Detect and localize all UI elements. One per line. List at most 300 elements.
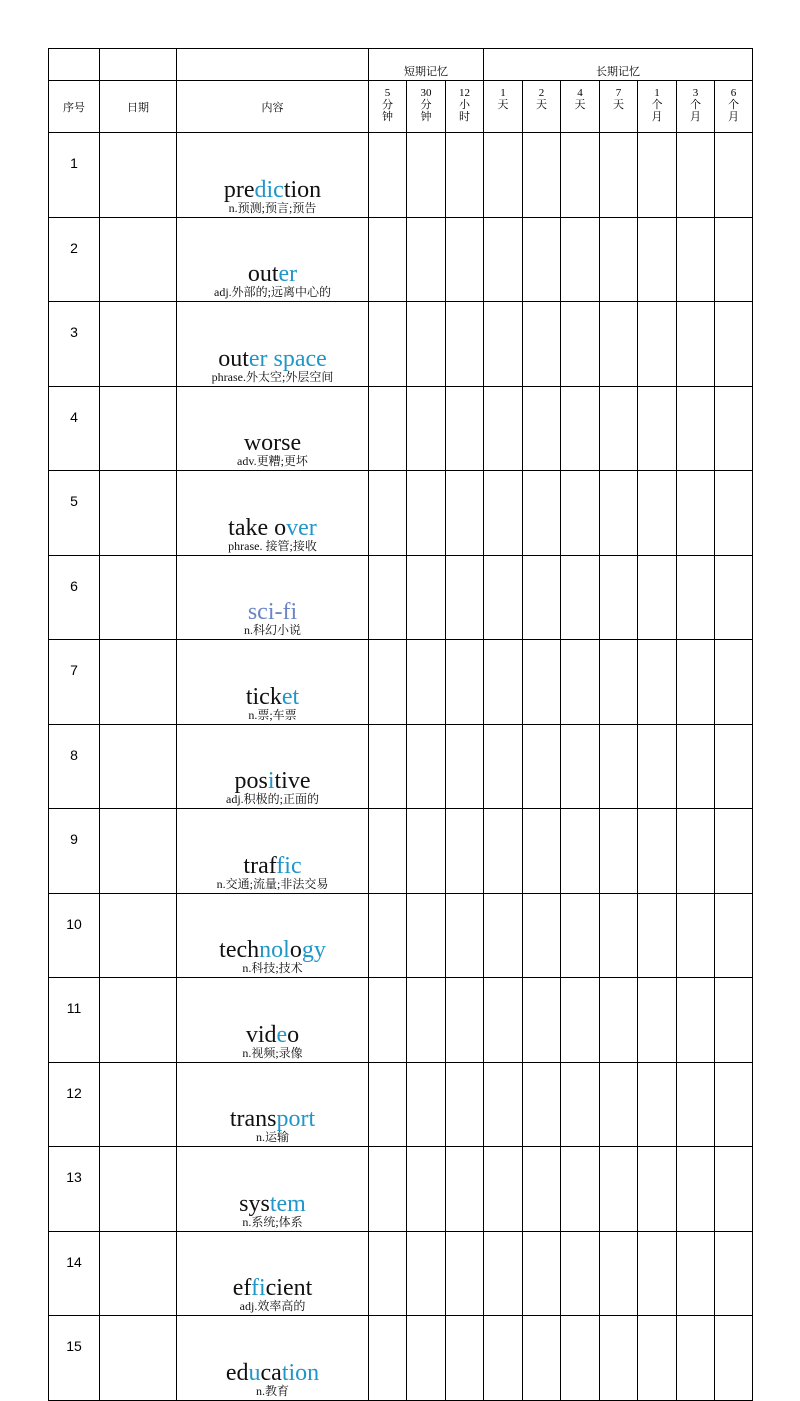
word-meaning: adj.外部的;远离中心的 [214, 285, 331, 299]
review-check-cell[interactable] [600, 386, 638, 471]
word-highlight-segment: nol [259, 937, 290, 963]
word-segment: tive [274, 768, 311, 794]
interval-header-line: 钟 [420, 111, 432, 123]
date-cell[interactable] [100, 893, 177, 978]
review-check-cell[interactable] [446, 978, 484, 1063]
row-number: 3 [49, 302, 100, 387]
vocab-word [177, 1361, 368, 1385]
row-number: 5 [49, 471, 100, 556]
review-check-cell[interactable] [523, 217, 561, 302]
review-check-cell[interactable] [677, 471, 715, 556]
word-segment: tion [283, 176, 322, 203]
review-check-cell[interactable] [561, 1062, 600, 1147]
table-row [49, 640, 753, 725]
review-check-cell[interactable] [600, 640, 638, 725]
content-cell [177, 978, 369, 1063]
vocab-word [177, 347, 368, 371]
word-meaning: n.系统;体系 [242, 1214, 303, 1229]
review-check-cell[interactable] [561, 1316, 600, 1401]
review-check-cell[interactable] [561, 1147, 600, 1232]
review-check-cell[interactable] [600, 471, 638, 556]
header-row-columns [49, 81, 753, 133]
word-segment: pre [223, 176, 255, 203]
interval-header-line: 7 [615, 87, 622, 99]
table-body [49, 49, 753, 1401]
review-check-cell[interactable] [600, 1147, 638, 1232]
review-check-cell[interactable] [369, 1147, 407, 1232]
review-check-cell[interactable] [715, 893, 753, 978]
review-check-cell[interactable] [638, 302, 677, 387]
word-highlight-segment: et [281, 683, 300, 710]
review-check-cell[interactable] [446, 555, 484, 640]
date-cell[interactable] [100, 978, 177, 1063]
interval-header-line: 12 [459, 87, 470, 99]
word-highlight-segment: e [276, 1021, 288, 1048]
interval-header-line: 1 [500, 87, 506, 99]
review-check-cell[interactable] [523, 1231, 561, 1316]
row-number: 1 [49, 133, 100, 218]
review-check-cell[interactable] [523, 640, 561, 725]
review-check-cell[interactable] [446, 893, 484, 978]
row-number: 14 [49, 1231, 100, 1316]
review-check-cell[interactable] [407, 1147, 446, 1232]
review-check-cell[interactable] [369, 893, 407, 978]
review-check-cell[interactable] [638, 978, 677, 1063]
word-segment: o [289, 937, 302, 963]
review-check-cell[interactable] [561, 978, 600, 1063]
review-check-cell[interactable] [407, 386, 446, 471]
review-check-cell[interactable] [715, 1231, 753, 1316]
review-check-cell[interactable] [369, 302, 407, 387]
row-number: 6 [49, 555, 100, 640]
short-term-memory-header: 短期记忆 [369, 49, 484, 81]
review-check-cell[interactable] [600, 1062, 638, 1147]
review-check-cell[interactable] [715, 386, 753, 471]
review-check-cell[interactable] [407, 133, 446, 218]
review-check-cell[interactable] [677, 217, 715, 302]
review-check-cell[interactable] [446, 471, 484, 556]
content-cell [177, 893, 369, 978]
interval-header-line: 分 [420, 99, 432, 111]
date-cell[interactable] [100, 1147, 177, 1232]
date-cell[interactable] [100, 640, 177, 725]
table-row [49, 555, 753, 640]
date-column-header: 日期 [100, 81, 177, 133]
review-check-cell[interactable] [715, 1316, 753, 1401]
word-segment: ca [260, 1359, 282, 1386]
review-check-cell[interactable] [407, 302, 446, 387]
review-check-cell[interactable] [407, 1231, 446, 1316]
review-check-cell[interactable] [677, 1231, 715, 1316]
review-check-cell[interactable] [369, 1316, 407, 1401]
word-segment: take o [228, 514, 287, 541]
word-highlight-segment: er [278, 261, 298, 287]
review-check-cell[interactable] [446, 302, 484, 387]
review-check-cell[interactable] [484, 809, 523, 894]
review-check-cell[interactable] [677, 640, 715, 725]
review-check-cell[interactable] [446, 640, 484, 725]
interval-header-line: 2 [538, 87, 545, 99]
interval-header-line: 天 [613, 99, 624, 111]
review-check-cell[interactable] [484, 217, 523, 302]
review-check-cell[interactable] [677, 302, 715, 387]
review-check-cell[interactable] [715, 724, 753, 809]
table-row [49, 471, 753, 556]
word-segment: o [287, 1021, 300, 1048]
interval-header-line: 30 [420, 87, 432, 99]
review-check-cell[interactable] [446, 724, 484, 809]
word-highlight-segment: dic [254, 176, 284, 203]
date-cell[interactable] [100, 724, 177, 809]
interval-header-line: 钟 [382, 111, 393, 123]
content-cell [177, 302, 369, 387]
word-highlight-segment: port [276, 1106, 316, 1132]
interval-header-9 [677, 81, 715, 133]
content-cell [177, 640, 369, 725]
word-segment: cient [265, 1275, 313, 1301]
review-check-cell[interactable] [638, 133, 677, 218]
review-check-cell[interactable] [638, 1231, 677, 1316]
vocab-word [177, 600, 368, 624]
date-cell[interactable] [100, 133, 177, 218]
row-number: 15 [49, 1316, 100, 1401]
word-segment: vid [245, 1021, 277, 1048]
review-check-cell[interactable] [369, 978, 407, 1063]
review-check-cell[interactable] [600, 555, 638, 640]
review-check-cell[interactable] [561, 471, 600, 556]
review-check-cell[interactable] [677, 1062, 715, 1147]
review-check-cell[interactable] [484, 386, 523, 471]
review-check-cell[interactable] [715, 133, 753, 218]
review-check-cell[interactable] [561, 133, 600, 218]
content-cell [177, 217, 369, 302]
review-check-cell[interactable] [600, 724, 638, 809]
review-check-cell[interactable] [638, 1062, 677, 1147]
review-check-cell[interactable] [446, 1147, 484, 1232]
review-check-cell[interactable] [523, 724, 561, 809]
review-check-cell[interactable] [677, 893, 715, 978]
word-segment: sys [239, 1190, 270, 1217]
review-check-cell[interactable] [600, 893, 638, 978]
review-check-cell[interactable] [638, 809, 677, 894]
review-check-cell[interactable] [523, 471, 561, 556]
review-check-cell[interactable] [484, 133, 523, 218]
review-check-cell[interactable] [600, 1316, 638, 1401]
review-check-cell[interactable] [369, 471, 407, 556]
review-check-cell[interactable] [561, 893, 600, 978]
review-check-cell[interactable] [484, 640, 523, 725]
word-segment: traf [243, 852, 277, 879]
review-check-cell[interactable] [523, 133, 561, 218]
row-number: 13 [49, 1147, 100, 1232]
vocab-word [177, 178, 368, 202]
date-cell[interactable] [100, 217, 177, 302]
review-check-cell[interactable] [638, 724, 677, 809]
review-check-cell[interactable] [484, 1062, 523, 1147]
review-check-cell[interactable] [369, 386, 407, 471]
review-check-cell[interactable] [677, 555, 715, 640]
word-meaning: n.视频;录像 [242, 1045, 303, 1060]
review-check-cell[interactable] [407, 471, 446, 556]
review-check-cell[interactable] [523, 555, 561, 640]
table-row [49, 302, 753, 387]
review-check-cell[interactable] [369, 555, 407, 640]
review-check-cell[interactable] [369, 1231, 407, 1316]
review-check-cell[interactable] [369, 133, 407, 218]
review-check-cell[interactable] [523, 809, 561, 894]
review-check-cell[interactable] [561, 640, 600, 725]
review-check-cell[interactable] [638, 471, 677, 556]
review-check-cell[interactable] [523, 302, 561, 387]
review-check-cell[interactable] [715, 1062, 753, 1147]
review-check-cell[interactable] [715, 302, 753, 387]
review-check-cell[interactable] [677, 809, 715, 894]
review-check-cell[interactable] [484, 555, 523, 640]
content-cell [177, 555, 369, 640]
review-check-cell[interactable] [638, 1147, 677, 1232]
row-number: 8 [49, 724, 100, 809]
word-meaning: n.教育 [255, 1383, 289, 1398]
content-cell [177, 1147, 369, 1232]
review-check-cell[interactable] [561, 1231, 600, 1316]
date-cell[interactable] [100, 809, 177, 894]
review-check-cell[interactable] [407, 1062, 446, 1147]
vocab-word [177, 262, 368, 286]
review-check-cell[interactable] [523, 386, 561, 471]
review-check-cell[interactable] [484, 724, 523, 809]
row-number: 12 [49, 1062, 100, 1147]
interval-header-8 [638, 81, 677, 133]
word-meaning: phrase. 接管;接收 [228, 538, 317, 553]
review-check-cell[interactable] [561, 302, 600, 387]
table-row [49, 1231, 753, 1316]
row-number: 9 [49, 809, 100, 894]
content-cell [177, 471, 369, 556]
date-cell[interactable] [100, 1062, 177, 1147]
review-check-cell[interactable] [715, 217, 753, 302]
content-cell [177, 809, 369, 894]
interval-header-line: 时 [459, 111, 470, 123]
vocab-word [177, 769, 368, 793]
interval-header-line: 个 [728, 99, 739, 111]
review-check-cell[interactable] [446, 1316, 484, 1401]
review-check-cell[interactable] [715, 555, 753, 640]
word-meaning: adv.更糟;更坏 [237, 454, 308, 468]
word-meaning: n.交通;流量;非法交易 [216, 876, 329, 891]
date-cell[interactable] [100, 1316, 177, 1401]
review-check-cell[interactable] [523, 1316, 561, 1401]
review-check-cell[interactable] [446, 386, 484, 471]
interval-header-4 [484, 81, 523, 133]
interval-header-line: 个 [690, 99, 701, 111]
date-cell[interactable] [100, 471, 177, 556]
review-check-cell[interactable] [715, 640, 753, 725]
review-check-cell[interactable] [446, 809, 484, 894]
word-segment: trans [229, 1106, 277, 1132]
review-check-cell[interactable] [484, 1316, 523, 1401]
interval-header-line: 5 [384, 87, 391, 99]
review-check-cell[interactable] [484, 302, 523, 387]
table-row [49, 724, 753, 809]
table-row [49, 386, 753, 471]
interval-header-line: 4 [577, 87, 583, 99]
vocab-word [177, 431, 368, 455]
review-check-cell[interactable] [369, 640, 407, 725]
review-check-cell[interactable] [523, 978, 561, 1063]
review-check-cell[interactable] [715, 471, 753, 556]
review-check-cell[interactable] [561, 809, 600, 894]
review-check-cell[interactable] [600, 302, 638, 387]
review-check-cell[interactable] [523, 893, 561, 978]
row-number: 11 [49, 978, 100, 1063]
review-check-cell[interactable] [484, 978, 523, 1063]
interval-header-line: 天 [574, 99, 586, 111]
review-check-cell[interactable] [407, 809, 446, 894]
review-check-cell[interactable] [369, 1062, 407, 1147]
review-check-cell[interactable] [484, 893, 523, 978]
interval-header-line: 月 [728, 111, 739, 123]
review-check-cell[interactable] [446, 1231, 484, 1316]
review-check-cell[interactable] [407, 555, 446, 640]
review-check-cell[interactable] [638, 555, 677, 640]
table-row [49, 809, 753, 894]
word-meaning: n.科幻小说 [243, 623, 301, 637]
review-check-cell[interactable] [638, 386, 677, 471]
review-check-cell[interactable] [677, 386, 715, 471]
row-number: 2 [49, 217, 100, 302]
review-check-cell[interactable] [600, 217, 638, 302]
interval-header-line: 6 [730, 87, 737, 99]
vocab-word [177, 685, 368, 709]
word-segment: out [247, 261, 279, 287]
review-table [48, 48, 753, 1401]
table-row [49, 1062, 753, 1147]
content-cell [177, 1316, 369, 1401]
word-meaning: n.预测;预言;预告 [228, 200, 317, 215]
word-segment: tick [245, 683, 282, 710]
vocab-word [177, 1107, 368, 1131]
review-check-cell[interactable] [407, 640, 446, 725]
review-check-cell[interactable] [484, 1231, 523, 1316]
content-cell [177, 724, 369, 809]
word-highlight-segment: gy [301, 937, 326, 963]
review-check-cell[interactable] [638, 1316, 677, 1401]
review-check-cell[interactable] [561, 386, 600, 471]
interval-header-2 [407, 81, 446, 133]
vocab-word [177, 1023, 368, 1047]
word-segment: tech [219, 937, 260, 963]
review-check-cell[interactable] [407, 893, 446, 978]
interval-header-line: 天 [536, 99, 547, 111]
word-segment: pos [234, 768, 268, 794]
review-check-cell[interactable] [407, 217, 446, 302]
review-check-cell[interactable] [677, 1316, 715, 1401]
review-check-cell[interactable] [484, 471, 523, 556]
review-check-cell[interactable] [523, 1147, 561, 1232]
content-cell [177, 133, 369, 218]
review-check-cell[interactable] [561, 555, 600, 640]
date-cell[interactable] [100, 1231, 177, 1316]
review-check-cell[interactable] [715, 978, 753, 1063]
review-check-cell[interactable] [446, 217, 484, 302]
vocab-word [177, 1192, 368, 1216]
date-cell[interactable] [100, 302, 177, 387]
review-check-cell[interactable] [677, 133, 715, 218]
word-highlight-segment: fi [250, 1275, 266, 1301]
interval-header-line: 1 [654, 87, 660, 99]
review-check-cell[interactable] [369, 217, 407, 302]
review-check-cell[interactable] [407, 978, 446, 1063]
review-check-cell[interactable] [561, 217, 600, 302]
word-meaning: adj.积极的;正面的 [226, 792, 319, 806]
interval-header-7 [600, 81, 638, 133]
interval-header-10 [715, 81, 753, 133]
vocab-word [177, 516, 368, 540]
interval-header-line: 3 [692, 87, 699, 99]
review-check-cell[interactable] [369, 724, 407, 809]
word-highlight-segment: i [267, 768, 275, 794]
review-check-cell[interactable] [600, 133, 638, 218]
review-check-cell[interactable] [561, 724, 600, 809]
review-check-cell[interactable] [638, 893, 677, 978]
row-number: 10 [49, 893, 100, 978]
review-check-cell[interactable] [407, 1316, 446, 1401]
review-check-cell[interactable] [600, 1231, 638, 1316]
interval-header-line: 分 [382, 99, 393, 111]
content-column-header: 内容 [177, 81, 369, 133]
interval-header-1 [369, 81, 407, 133]
interval-header-line: 个 [651, 99, 663, 111]
table-row [49, 978, 753, 1063]
vocab-word [177, 854, 368, 878]
review-check-cell[interactable] [677, 978, 715, 1063]
word-meaning: n.运输 [255, 1130, 289, 1144]
review-check-cell[interactable] [600, 978, 638, 1063]
review-check-cell[interactable] [523, 1062, 561, 1147]
row-number: 7 [49, 640, 100, 725]
vocabulary-review-sheet [48, 48, 753, 1401]
word-meaning: n.票;车票 [248, 707, 297, 722]
review-check-cell[interactable] [638, 640, 677, 725]
review-check-cell[interactable] [407, 724, 446, 809]
review-check-cell[interactable] [677, 1147, 715, 1232]
review-check-cell[interactable] [715, 1147, 753, 1232]
header-blank-cell [177, 49, 369, 81]
review-check-cell[interactable] [446, 1062, 484, 1147]
review-check-cell[interactable] [677, 724, 715, 809]
interval-header-line: 月 [690, 111, 701, 123]
review-check-cell[interactable] [600, 809, 638, 894]
date-cell[interactable] [100, 386, 177, 471]
header-blank-cell [49, 49, 100, 81]
interval-header-5 [523, 81, 561, 133]
review-check-cell[interactable] [484, 1147, 523, 1232]
word-segment: ed [225, 1359, 249, 1386]
review-check-cell[interactable] [369, 809, 407, 894]
review-check-cell[interactable] [638, 217, 677, 302]
content-cell [177, 386, 369, 471]
word-meaning: phrase.外太空;外层空间 [211, 369, 334, 384]
table-row [49, 133, 753, 218]
word-highlight-segment: er space [248, 345, 327, 372]
interval-header-line: 小 [459, 99, 470, 111]
vocab-word [177, 938, 368, 962]
date-cell[interactable] [100, 555, 177, 640]
interval-header-3 [446, 81, 484, 133]
review-check-cell[interactable] [446, 133, 484, 218]
review-check-cell[interactable] [715, 809, 753, 894]
content-cell [177, 1231, 369, 1316]
